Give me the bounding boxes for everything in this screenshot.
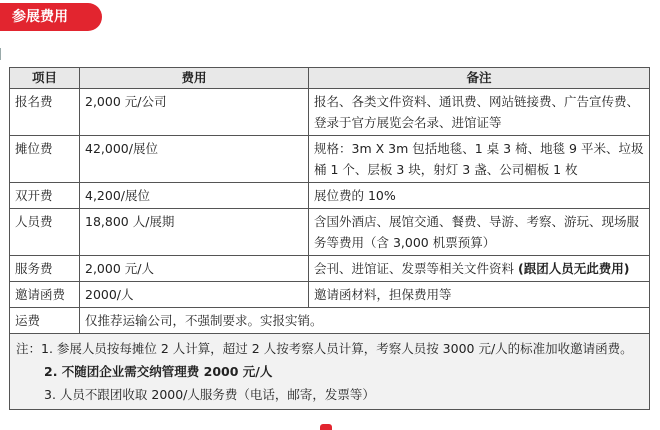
bottom-red-marker (320, 424, 332, 430)
row-item: 服务费 (10, 256, 80, 282)
note-line-3: 3. 人员不跟团收取 2000/人服务费（电话，邮寄，发票等） (44, 387, 375, 402)
row-fee: 42,000/展位 (80, 136, 309, 183)
row-note-bold: (跟团人员无此费用) (517, 261, 630, 276)
notes-row (10, 334, 650, 410)
row-note: 报名、各类文件资料、通讯费、网站链接费、广告宣传费、登录于官方展览会名录、进馆证等 (309, 89, 650, 136)
row-item: 报名费 (10, 89, 80, 136)
row-note: 邀请函材料，担保费用等 (309, 282, 650, 308)
table-row (10, 209, 650, 256)
table-row (10, 136, 650, 183)
header-note: 备注 (309, 68, 650, 89)
row-item: 运费 (10, 308, 80, 334)
row-note: 含国外酒店、展馆交通、餐费、导游、考察、游玩、现场服务等费用（含 3,000 机票预算） (309, 209, 650, 256)
row-fee: 2,000 元/人 (80, 256, 309, 282)
note-line-2: 2. 不随团企业需交纳管理费 2000 元/人 (44, 364, 273, 379)
row-note: 展位费的 10% (309, 183, 650, 209)
row-item: 邀请函费 (10, 282, 80, 308)
row-note (309, 256, 650, 282)
note-line-1: 注：1. 参展人员按每摊位 2 人计算，超过 2 人按考察人员计算，考察人员按 3000 元/人的标准加收邀请函费。 (16, 341, 633, 356)
header-fee: 费用 (80, 68, 309, 89)
row-item: 摊位费 (10, 136, 80, 183)
row-fee: 2000/人 (80, 282, 309, 308)
edge-marker (0, 48, 3, 60)
row-note-text: 会刊、进馆证、发票等相关文件资料 (314, 261, 518, 276)
table-row (10, 256, 650, 282)
shipping-text: 仅推荐运输公司，不强制要求。实报实销。 (80, 308, 650, 334)
row-item: 双开费 (10, 183, 80, 209)
header-item: 项目 (10, 68, 80, 89)
notes-cell (10, 334, 650, 410)
row-fee: 2,000 元/公司 (80, 89, 309, 136)
table-row (10, 183, 650, 209)
table-row (10, 282, 650, 308)
table-row (10, 89, 650, 136)
row-fee: 18,800 人/展期 (80, 209, 309, 256)
row-note: 规格：3m X 3m 包括地毯、1 桌 3 椅、地毯 9 平米、垃圾桶 1 个、层板 3 块，射灯 3 盏、公司楣板 1 枚 (309, 136, 650, 183)
section-badge: 参展费用 (0, 3, 102, 31)
row-fee: 4,200/展位 (80, 183, 309, 209)
fee-table (9, 67, 650, 410)
shipping-row (10, 308, 650, 334)
row-item: 人员费 (10, 209, 80, 256)
table-header-row (10, 68, 650, 89)
